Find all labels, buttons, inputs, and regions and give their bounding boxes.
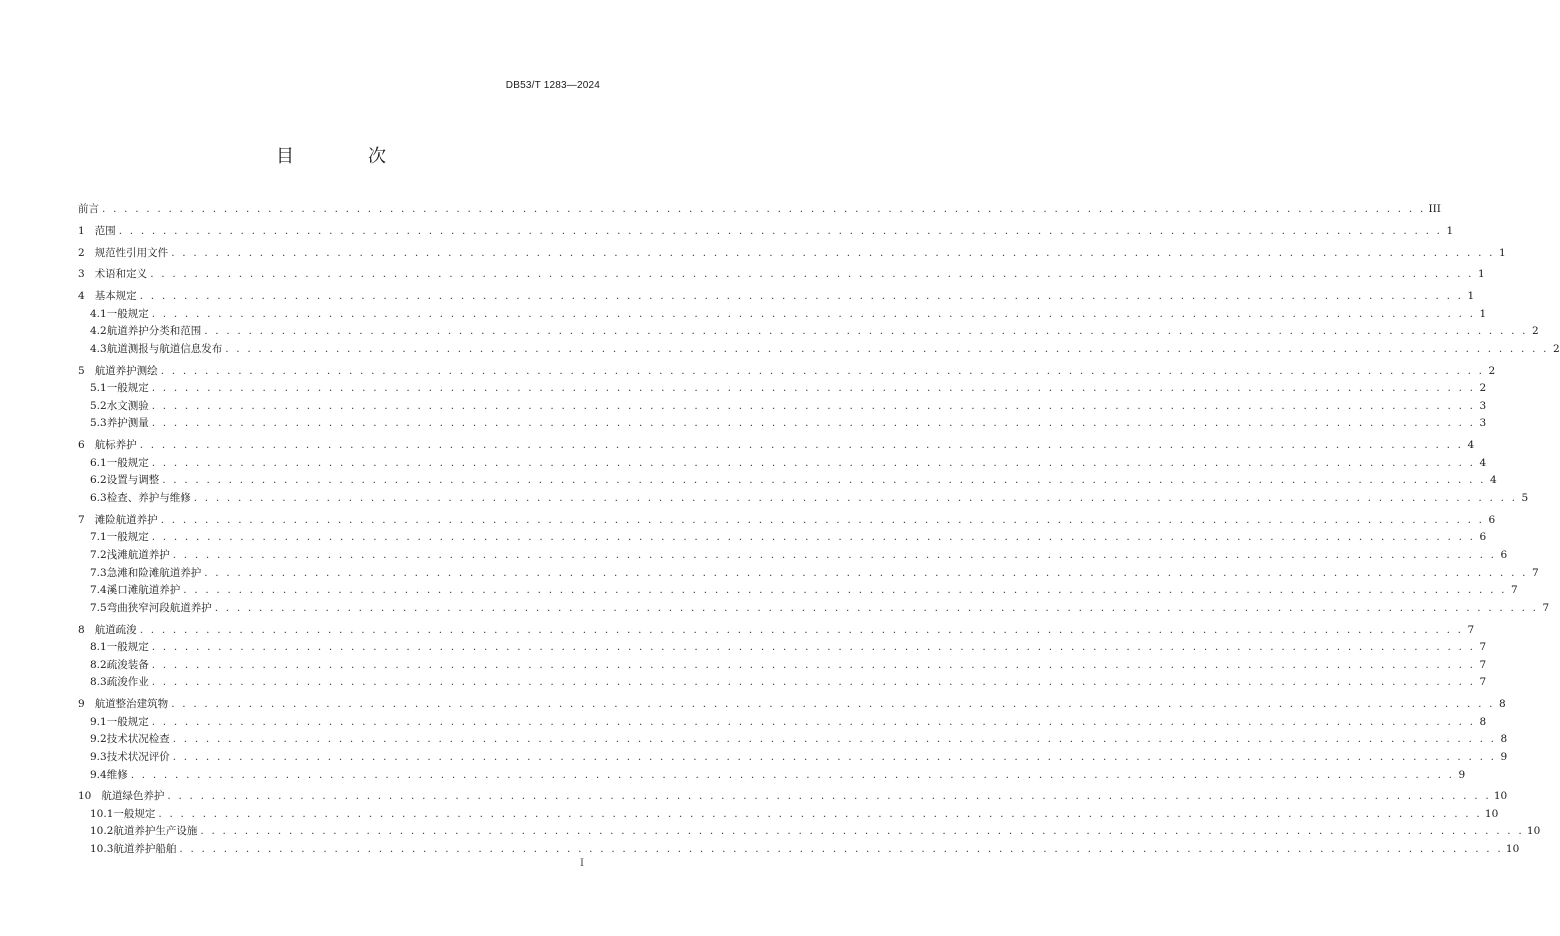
toc-dot-leader: . . . . . . . . . . . . . . . . . . . . . . . . . . . . . . . . . . . . . . . . . . . . . . . . . . . . . . . . . . . . . . . . . . . . . . . . . . . . . . . . . . . . . . . . . . . . . . . . . . . . . . . . . . . . . . . . . . . . . . . . xyxy=(139,439,1464,452)
toc-entry-title: 航道测报与航道信息发布 xyxy=(106,342,223,355)
toc-dot-leader: . . . . . . . . . . . . . . . . . . . . . . . . . . . . . . . . . . . . . . . . . . . . . . . . . . . . . . . . . . . . . . . . . . . . . . . . . . . . . . . . . . . . . . . . . . . . . . . . . . . . . . . . . . . . . . . . . . . . . . . . xyxy=(102,203,1426,215)
toc-entry-page: 8 xyxy=(1499,698,1506,711)
toc-entry-number: 2 xyxy=(78,246,85,259)
toc-dot-leader: . . . . . . . . . . . . . . . . . . . . . . . . . . . . . . . . . . . . . . . . . . . . . . . . . . . . . . . . . . . . . . . . . . . . . . . . . . . . . . . . . . . . . . . . . . . . . . . . . . . . . . . . . . . . . . . . . . . . . . . . xyxy=(151,307,1476,320)
toc-entry[interactable] xyxy=(78,472,1497,490)
toc-entry-page: 3 xyxy=(1479,417,1487,430)
toc-dot-leader: . . . . . . . . . . . . . . . . . . . . . . . . . . . . . . . . . . . . . . . . . . . . . . . . . . . . . . . . . . . . . . . . . . . . . . . . . . . . . . . . . . . . . . . . . . . . . . . . . . . . . . . . . . . . . . . . . . . . . . . . xyxy=(172,750,1497,763)
toc-entry-page: 2 xyxy=(1488,364,1496,377)
toc-entry-number: 6.1 xyxy=(90,456,107,469)
toc-entry-title: 航道养护分类和范围 xyxy=(106,325,202,338)
toc-entry-number: 5.1 xyxy=(90,382,107,395)
toc-entry-title: 航道绿色养护 xyxy=(101,790,165,803)
toc-dot-leader: . . . . . . . . . . . . . . . . . . . . . . . . . . . . . . . . . . . . . . . . . . . . . . . . . . . . . . . . . . . . . . . . . . . . . . . . . . . . . . . . . . . . . . . . . . . . . . . . . . . . . . . . . . . . . . . . . . . . . . . . xyxy=(151,641,1476,654)
toc-entry-page: 7 xyxy=(1467,623,1475,636)
toc-entry[interactable] xyxy=(78,823,1541,841)
toc-entry-title: 滩险航道养护 xyxy=(94,513,158,526)
toc-entry[interactable] xyxy=(78,306,1487,324)
toc-entry-title: 疏浚装备 xyxy=(106,658,149,671)
toc-entry[interactable] xyxy=(78,341,1560,359)
page-number: I xyxy=(580,858,584,869)
toc-dot-leader: . . . . . . . . . . . . . . . . . . . . . . . . . . . . . . . . . . . . . . . . . . . . . . . . . . . . . . . . . . . . . . . . . . . . . . . . . . . . . . . . . . . . . . . . . . . . . . . . . . . . . . . . . . . . . . . . . . . . . . . . xyxy=(158,807,1482,820)
toc-entry-number: 5 xyxy=(78,364,85,377)
toc-entry[interactable] xyxy=(78,363,1496,381)
toc-dot-leader: . . . . . . . . . . . . . . . . . . . . . . . . . . . . . . . . . . . . . . . . . . . . . . . . . . . . . . . . . . . . . . . . . . . . . . . . . . . . . . . . . . . . . . . . . . . . . . . . . . . . . . . . . . . . . . . . . . . . . . . . xyxy=(151,531,1476,544)
toc-entry-page: 10 xyxy=(1493,790,1508,803)
toc-entry[interactable] xyxy=(78,437,1475,455)
toc-entry-number: 4.1 xyxy=(90,307,107,320)
toc-entry-number: 7.5 xyxy=(90,601,107,614)
toc-entry-page: 7 xyxy=(1479,676,1487,689)
toc-entry-page: 8 xyxy=(1500,733,1508,746)
toc-entry-page: 9 xyxy=(1500,750,1508,763)
toc-entry-number: 7.4 xyxy=(90,584,107,597)
toc-dot-leader: . . . . . . . . . . . . . . . . . . . . . . . . . . . . . . . . . . . . . . . . . . . . . . . . . . . . . . . . . . . . . . . . . . . . . . . . . . . . . . . . . . . . . . . . . . . . . . . . . . . . . . . . . . . . . . . . . . . . . . . . xyxy=(204,325,1528,338)
toc-entry-title: 范围 xyxy=(94,224,116,237)
toc-entry-number: 6.2 xyxy=(90,474,107,487)
toc-entry-page: 4 xyxy=(1490,474,1497,487)
toc-entry-title: 技术状况检查 xyxy=(106,733,170,746)
toc-entry-page: 6 xyxy=(1479,531,1487,544)
toc-entry-number: 8.3 xyxy=(90,676,107,689)
toc-entry-number: 8.2 xyxy=(90,658,107,671)
toc-entry-page: 2 xyxy=(1479,382,1487,395)
toc-dot-leader: . . . . . . . . . . . . . . . . . . . . . . . . . . . . . . . . . . . . . . . . . . . . . . . . . . . . . . . . . . . . . . . . . . . . . . . . . . . . . . . . . . . . . . . . . . . . . . . . . . . . . . . . . . . . . . . . . . . . . . . . xyxy=(179,843,1503,856)
toc-entry-number: 7.1 xyxy=(90,531,107,544)
toc-entry-number: 9.3 xyxy=(90,750,107,763)
toc-entry-title: 航标养护 xyxy=(94,439,137,452)
toc-entry[interactable] xyxy=(78,731,1508,749)
toc-dot-leader: . . . . . . . . . . . . . . . . . . . . . . . . . . . . . . . . . . . . . . . . . . . . . . . . . . . . . . . . . . . . . . . . . . . . . . . . . . . . . . . . . . . . . . . . . . . . . . . . . . . . . . . . . . . . . . . . . . . . . . . . xyxy=(172,549,1497,561)
toc-entry-title: 一般规定 xyxy=(106,641,149,654)
toc-entry-title: 一般规定 xyxy=(113,807,156,820)
toc-entry[interactable] xyxy=(78,788,1508,806)
toc-entry-number: 10 xyxy=(78,790,92,803)
toc-dot-leader: . . . . . . . . . . . . . . . . . . . . . . . . . . . . . . . . . . . . . . . . . . . . . . . . . . . . . . . . . . . . . . . . . . . . . . . . . . . . . . . . . . . . . . . . . . . . . . . . . . . . . . . . . . . . . . . . . . . . . . . . xyxy=(200,825,1524,838)
toc-entry-page: 10 xyxy=(1505,843,1520,856)
toc-entry-title: 检查、养护与维修 xyxy=(106,492,191,505)
toc-entry[interactable] xyxy=(78,767,1466,785)
toc-entry-page: 7 xyxy=(1542,601,1550,614)
toc-entry-title: 溪口滩航道养护 xyxy=(106,584,181,597)
toc-entry-page: 1 xyxy=(1499,246,1506,259)
toc-entry-title: 技术状况评价 xyxy=(106,750,170,763)
toc-entry[interactable] xyxy=(78,657,1487,675)
toc-entry-page: 5 xyxy=(1521,492,1529,505)
toc-dot-leader: . . . . . . . . . . . . . . . . . . . . . . . . . . . . . . . . . . . . . . . . . . . . . . . . . . . . . . . . . . . . . . . . . . . . . . . . . . . . . . . . . . . . . . . . . . . . . . . . . . . . . . . . . . . . . . . . . . . . . . . . xyxy=(151,715,1476,728)
document-code: DB53/T 1283—2024 xyxy=(505,80,600,91)
toc-entry-number: 7.3 xyxy=(90,566,107,579)
toc-entry-page: 7 xyxy=(1479,658,1487,671)
toc-entry-title: 急滩和险滩航道养护 xyxy=(106,566,202,579)
toc-entry[interactable] xyxy=(78,288,1475,306)
toc-entry-title: 航道疏浚 xyxy=(94,623,137,636)
toc-entry-number: 5.2 xyxy=(90,399,107,412)
toc-dot-leader: . . . . . . . . . . . . . . . . . . . . . . . . . . . . . . . . . . . . . . . . . . . . . . . . . . . . . . . . . . . . . . . . . . . . . . . . . . . . . . . . . . . . . . . . . . . . . . . . . . . . . . . . . . . . . . . . . . . . . . . . xyxy=(160,364,1485,377)
toc-entry[interactable] xyxy=(78,245,1506,263)
toc-entry-number: 7.2 xyxy=(90,549,107,561)
toc-entry-title: 设置与调整 xyxy=(106,474,160,487)
toc-entry[interactable] xyxy=(78,398,1487,416)
toc-entry[interactable] xyxy=(78,201,1441,219)
toc-entry-page: III xyxy=(1428,203,1441,215)
page-title: 目 次 xyxy=(276,146,414,167)
toc-entry-number: 4 xyxy=(78,290,85,303)
toc-entry-title: 航道养护生产设施 xyxy=(113,825,198,838)
toc-dot-leader: . . . . . . . . . . . . . . . . . . . . . . . . . . . . . . . . . . . . . . . . . . . . . . . . . . . . . . . . . . . . . . . . . . . . . . . . . . . . . . . . . . . . . . . . . . . . . . . . . . . . . . . . . . . . . . . . . . . . . . . . xyxy=(167,790,1491,803)
toc-entry-number: 5.3 xyxy=(90,417,107,430)
toc-entry[interactable] xyxy=(78,841,1520,859)
toc-dot-leader: . . . . . . . . . . . . . . . . . . . . . . . . . . . . . . . . . . . . . . . . . . . . . . . . . . . . . . . . . . . . . . . . . . . . . . . . . . . . . . . . . . . . . . . . . . . . . . . . . . . . . . . . . . . . . . . . . . . . . . . . xyxy=(130,768,1455,781)
toc-entry-page: 7 xyxy=(1532,566,1539,579)
toc-entry[interactable] xyxy=(78,565,1539,583)
toc-entry-page: 4 xyxy=(1467,439,1475,452)
toc-entry[interactable] xyxy=(78,582,1518,600)
toc-entry-number: 9.2 xyxy=(90,733,107,746)
toc-entry-page: 9 xyxy=(1458,768,1466,781)
toc-entry-title: 航道整治建筑物 xyxy=(94,698,169,711)
toc-entry-number: 10.2 xyxy=(90,825,114,838)
toc-entry-page: 3 xyxy=(1479,399,1487,412)
toc-entry-number: 3 xyxy=(78,268,85,281)
toc-dot-leader: . . . . . . . . . . . . . . . . . . . . . . . . . . . . . . . . . . . . . . . . . . . . . . . . . . . . . . . . . . . . . . . . . . . . . . . . . . . . . . . . . . . . . . . . . . . . . . . . . . . . . . . . . . . . . . . . . . . . . . . . xyxy=(193,492,1518,505)
toc-entry[interactable] xyxy=(78,696,1506,714)
toc-dot-leader: . . . . . . . . . . . . . . . . . . . . . . . . . . . . . . . . . . . . . . . . . . . . . . . . . . . . . . . . . . . . . . . . . . . . . . . . . . . . . . . . . . . . . . . . . . . . . . . . . . . . . . . . . . . . . . . . . . . . . . . . xyxy=(162,474,1486,487)
toc-entry[interactable] xyxy=(78,639,1487,657)
toc-entry[interactable] xyxy=(78,415,1487,433)
toc-entry-number: 1 xyxy=(78,224,85,237)
toc-entry-title: 弯曲狭窄河段航道养护 xyxy=(106,601,212,614)
toc-dot-leader: . . . . . . . . . . . . . . . . . . . . . . . . . . . . . . . . . . . . . . . . . . . . . . . . . . . . . . . . . . . . . . . . . . . . . . . . . . . . . . . . . . . . . . . . . . . . . . . . . . . . . . . . . . . . . . . . . . . . . . . . xyxy=(183,584,1507,597)
toc-dot-leader: . . . . . . . . . . . . . . . . . . . . . . . . . . . . . . . . . . . . . . . . . . . . . . . . . . . . . . . . . . . . . . . . . . . . . . . . . . . . . . . . . . . . . . . . . . . . . . . . . . . . . . . . . . . . . . . . . . . . . . . . xyxy=(151,382,1476,395)
toc-dot-leader: . . . . . . . . . . . . . . . . . . . . . . . . . . . . . . . . . . . . . . . . . . . . . . . . . . . . . . . . . . . . . . . . . . . . . . . . . . . . . . . . . . . . . . . . . . . . . . . . . . . . . . . . . . . . . . . . . . . . . . . . xyxy=(139,290,1464,303)
toc-dot-leader: . . . . . . . . . . . . . . . . . . . . . . . . . . . . . . . . . . . . . . . . . . . . . . . . . . . . . . . . . . . . . . . . . . . . . . . . . . . . . . . . . . . . . . . . . . . . . . . . . . . . . . . . . . . . . . . . . . . . . . . . xyxy=(171,246,1495,259)
toc-entry[interactable] xyxy=(78,547,1508,565)
toc-entry[interactable] xyxy=(78,806,1499,824)
toc-entry-number: 9.4 xyxy=(90,768,107,781)
toc-entry-page: 6 xyxy=(1500,549,1508,561)
toc-dot-leader: . . . . . . . . . . . . . . . . . . . . . . . . . . . . . . . . . . . . . . . . . . . . . . . . . . . . . . . . . . . . . . . . . . . . . . . . . . . . . . . . . . . . . . . . . . . . . . . . . . . . . . . . . . . . . . . . . . . . . . . . xyxy=(172,733,1497,746)
toc-dot-leader: . . . . . . . . . . . . . . . . . . . . . . . . . . . . . . . . . . . . . . . . . . . . . . . . . . . . . . . . . . . . . . . . . . . . . . . . . . . . . . . . . . . . . . . . . . . . . . . . . . . . . . . . . . . . . . . . . . . . . . . . xyxy=(171,698,1495,711)
toc-entry-title: 前言 xyxy=(78,203,99,215)
toc-entry-number: 10.1 xyxy=(90,807,114,820)
toc-dot-leader: . . . . . . . . . . . . . . . . . . . . . . . . . . . . . . . . . . . . . . . . . . . . . . . . . . . . . . . . . . . . . . . . . . . . . . . . . . . . . . . . . . . . . . . . . . . . . . . . . . . . . . . . . . . . . . . . . . . . . . . . xyxy=(225,342,1549,355)
toc-entry-number: 4.3 xyxy=(90,342,107,355)
toc-entry[interactable] xyxy=(78,266,1485,284)
toc-dot-leader: . . . . . . . . . . . . . . . . . . . . . . . . . . . . . . . . . . . . . . . . . . . . . . . . . . . . . . . . . . . . . . . . . . . . . . . . . . . . . . . . . . . . . . . . . . . . . . . . . . . . . . . . . . . . . . . . . . . . . . . . xyxy=(139,623,1464,636)
toc-dot-leader: . . . . . . . . . . . . . . . . . . . . . . . . . . . . . . . . . . . . . . . . . . . . . . . . . . . . . . . . . . . . . . . . . . . . . . . . . . . . . . . . . . . . . . . . . . . . . . . . . . . . . . . . . . . . . . . . . . . . . . . . xyxy=(151,676,1476,689)
toc-entry-page: 8 xyxy=(1479,715,1487,728)
toc-entry[interactable] xyxy=(78,490,1529,508)
toc-entry-number: 4.2 xyxy=(90,325,107,338)
toc-dot-leader: . . . . . . . . . . . . . . . . . . . . . . . . . . . . . . . . . . . . . . . . . . . . . . . . . . . . . . . . . . . . . . . . . . . . . . . . . . . . . . . . . . . . . . . . . . . . . . . . . . . . . . . . . . . . . . . . . . . . . . . . xyxy=(151,456,1476,469)
toc-entry-title: 航道养护船舶 xyxy=(113,843,177,856)
toc-entry[interactable] xyxy=(78,714,1487,732)
toc-entry-page: 4 xyxy=(1479,456,1487,469)
toc-entry-title: 一般规定 xyxy=(106,456,149,469)
table-of-contents xyxy=(78,201,1560,859)
toc-dot-leader: . . . . . . . . . . . . . . . . . . . . . . . . . . . . . . . . . . . . . . . . . . . . . . . . . . . . . . . . . . . . . . . . . . . . . . . . . . . . . . . . . . . . . . . . . . . . . . . . . . . . . . . . . . . . . . . . . . . . . . . . xyxy=(151,417,1476,430)
toc-entry-page: 10 xyxy=(1484,807,1499,820)
toc-dot-leader: . . . . . . . . . . . . . . . . . . . . . . . . . . . . . . . . . . . . . . . . . . . . . . . . . . . . . . . . . . . . . . . . . . . . . . . . . . . . . . . . . . . . . . . . . . . . . . . . . . . . . . . . . . . . . . . . . . . . . . . . xyxy=(204,566,1528,579)
toc-entry-number: 6.3 xyxy=(90,492,107,505)
toc-entry-page: 6 xyxy=(1488,513,1496,526)
toc-entry-number: 9.1 xyxy=(90,715,107,728)
toc-entry-page: 7 xyxy=(1511,584,1518,597)
toc-entry-title: 浅滩航道养护 xyxy=(106,549,170,561)
toc-entry-title: 一般规定 xyxy=(106,382,149,395)
toc-entry-page: 2 xyxy=(1532,325,1539,338)
toc-dot-leader: . . . . . . . . . . . . . . . . . . . . . . . . . . . . . . . . . . . . . . . . . . . . . . . . . . . . . . . . . . . . . . . . . . . . . . . . . . . . . . . . . . . . . . . . . . . . . . . . . . . . . . . . . . . . . . . . . . . . . . . . xyxy=(214,601,1539,614)
toc-entry[interactable] xyxy=(78,600,1550,618)
toc-entry-page: 2 xyxy=(1553,342,1560,355)
toc-entry-number: 8 xyxy=(78,623,85,636)
toc-entry-title: 一般规定 xyxy=(106,715,149,728)
toc-entry[interactable] xyxy=(78,529,1487,547)
toc-entry-title: 一般规定 xyxy=(106,531,149,544)
toc-entry-title: 航道养护测绘 xyxy=(94,364,158,377)
toc-entry-title: 基本规定 xyxy=(94,290,137,303)
toc-entry-title: 一般规定 xyxy=(106,307,149,320)
toc-entry-title: 养护测量 xyxy=(106,417,149,430)
toc-dot-leader: . . . . . . . . . . . . . . . . . . . . . . . . . . . . . . . . . . . . . . . . . . . . . . . . . . . . . . . . . . . . . . . . . . . . . . . . . . . . . . . . . . . . . . . . . . . . . . . . . . . . . . . . . . . . . . . . . . . . . . . . xyxy=(150,268,1474,281)
toc-entry-page: 7 xyxy=(1479,641,1487,654)
toc-entry-number: 8.1 xyxy=(90,641,107,654)
toc-entry[interactable] xyxy=(78,380,1487,398)
toc-entry-title: 水文测验 xyxy=(106,399,149,412)
toc-entry-number: 9 xyxy=(78,698,85,711)
toc-entry-page: 1 xyxy=(1446,224,1454,237)
toc-entry[interactable] xyxy=(78,749,1508,767)
toc-dot-leader: . . . . . . . . . . . . . . . . . . . . . . . . . . . . . . . . . . . . . . . . . . . . . . . . . . . . . . . . . . . . . . . . . . . . . . . . . . . . . . . . . . . . . . . . . . . . . . . . . . . . . . . . . . . . . . . . . . . . . . . . xyxy=(151,658,1476,671)
toc-entry-number: 7 xyxy=(78,513,85,526)
toc-dot-leader: . . . . . . . . . . . . . . . . . . . . . . . . . . . . . . . . . . . . . . . . . . . . . . . . . . . . . . . . . . . . . . . . . . . . . . . . . . . . . . . . . . . . . . . . . . . . . . . . . . . . . . . . . . . . . . . . . . . . . . . . xyxy=(151,399,1476,412)
toc-entry[interactable] xyxy=(78,223,1454,241)
toc-entry[interactable] xyxy=(78,455,1487,473)
toc-entry[interactable] xyxy=(78,323,1539,341)
toc-entry-number: 10.3 xyxy=(90,843,114,856)
toc-entry-page: 1 xyxy=(1479,307,1487,320)
toc-entry-page: 10 xyxy=(1526,825,1541,838)
toc-entry-page: 1 xyxy=(1478,268,1485,281)
toc-entry-number: 6 xyxy=(78,439,85,452)
toc-dot-leader: . . . . . . . . . . . . . . . . . . . . . . . . . . . . . . . . . . . . . . . . . . . . . . . . . . . . . . . . . . . . . . . . . . . . . . . . . . . . . . . . . . . . . . . . . . . . . . . . . . . . . . . . . . . . . . . . . . . . . . . . xyxy=(118,224,1443,237)
toc-entry-page: 1 xyxy=(1467,290,1475,303)
toc-entry-title: 维修 xyxy=(106,768,128,781)
toc-entry[interactable] xyxy=(78,622,1475,640)
toc-entry[interactable] xyxy=(78,512,1496,530)
toc-entry[interactable] xyxy=(78,674,1487,692)
toc-entry-title: 术语和定义 xyxy=(94,268,148,281)
toc-entry-title: 疏浚作业 xyxy=(106,676,149,689)
toc-dot-leader: . . . . . . . . . . . . . . . . . . . . . . . . . . . . . . . . . . . . . . . . . . . . . . . . . . . . . . . . . . . . . . . . . . . . . . . . . . . . . . . . . . . . . . . . . . . . . . . . . . . . . . . . . . . . . . . . . . . . . . . . xyxy=(160,513,1485,526)
toc-entry-title: 规范性引用文件 xyxy=(94,246,169,259)
